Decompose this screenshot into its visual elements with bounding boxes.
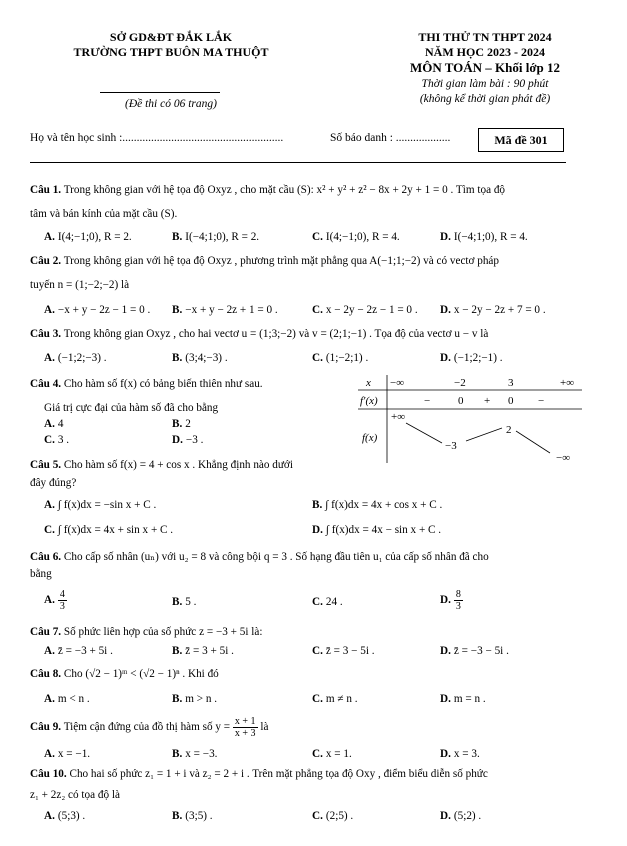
option-text: m > n . bbox=[185, 693, 218, 705]
f-value: +∞ bbox=[391, 411, 406, 423]
option-text: (1;−2;1) . bbox=[325, 352, 369, 364]
question-1-cont bbox=[30, 207, 605, 222]
f-header: f(x) bbox=[362, 432, 378, 444]
option-letter: D. bbox=[312, 524, 323, 536]
option-text: z̄ = 3 + 5i . bbox=[185, 645, 234, 657]
option-letter: A. bbox=[44, 748, 55, 760]
arrow-down bbox=[516, 431, 550, 453]
q3-option-d[interactable] bbox=[440, 352, 503, 364]
q2-option-b[interactable] bbox=[172, 304, 278, 316]
q8-option-a[interactable] bbox=[44, 693, 90, 705]
q2-option-a[interactable] bbox=[44, 304, 150, 316]
q7-option-c[interactable] bbox=[312, 645, 375, 657]
question-6-cont bbox=[30, 567, 605, 582]
option-text: (5;2) . bbox=[453, 810, 482, 822]
q1-option-b[interactable] bbox=[172, 231, 259, 243]
q6-option-a[interactable] bbox=[44, 589, 67, 612]
exam-code: Mã đề 301 bbox=[494, 133, 548, 147]
question-text: tâm và bán kính của mặt cầu (S). bbox=[30, 208, 178, 220]
question-label: Câu 2. bbox=[30, 255, 62, 267]
sign: − bbox=[424, 395, 431, 407]
q2-option-c[interactable] bbox=[312, 304, 418, 316]
denominator: 3 bbox=[59, 601, 65, 612]
option-letter: C. bbox=[312, 596, 323, 608]
question-text: Giá trị cực đại của hàm số đã cho bằng bbox=[44, 402, 219, 414]
q8-option-d[interactable] bbox=[440, 693, 486, 705]
option-letter: A. bbox=[44, 693, 55, 705]
x-header: x bbox=[366, 377, 371, 389]
numerator: x + 1 bbox=[234, 716, 256, 727]
option-text: ∫ f(x)dx = 4x + sin x + C . bbox=[57, 524, 174, 536]
option-text: m ≠ n . bbox=[325, 693, 358, 705]
x-value: +∞ bbox=[560, 377, 575, 389]
option-text: (−1;2;−3) . bbox=[57, 352, 107, 364]
option-text: ∫ f(x)dx = 4x − sin x + C . bbox=[325, 524, 442, 536]
time-note: (không kể thời gian phát đề) bbox=[419, 93, 551, 105]
department-name: SỞ GD&ĐT ĐẮK LẮK bbox=[109, 30, 233, 44]
question-10-cont bbox=[30, 788, 605, 803]
question-label: Câu 4. bbox=[30, 378, 62, 390]
question-text: Số phức liên hợp của số phức z = −3 + 5i là: bbox=[63, 626, 263, 638]
question-4 bbox=[30, 377, 350, 392]
sign: 0 bbox=[508, 395, 514, 407]
q3-option-c[interactable] bbox=[312, 352, 368, 364]
option-letter: D. bbox=[440, 594, 451, 607]
info-divider bbox=[30, 162, 566, 163]
option-letter: A. bbox=[44, 418, 55, 430]
question-text: Trong không gian Oxyz , cho hai vectơ u = (1;3;−2) và v = (2;1;−1) . Tọa độ của vectơ u − v là bbox=[63, 328, 489, 340]
arrow-up bbox=[466, 428, 502, 441]
option-letter: A. bbox=[44, 304, 55, 316]
option-letter: B. bbox=[172, 810, 183, 822]
q5-option-d[interactable] bbox=[312, 524, 441, 536]
numerator: 8 bbox=[455, 589, 461, 600]
q9-option-a[interactable] bbox=[44, 748, 90, 760]
question-text: Trong không gian với hệ tọa độ Oxyz , phương trình mặt phẳng qua A(−1;1;−2) và có vectơ pháp bbox=[63, 255, 499, 267]
page-count: (Đề thi có 06 trang) bbox=[125, 98, 217, 110]
header-divider bbox=[100, 92, 220, 93]
option-text: 5 . bbox=[185, 596, 197, 608]
q6-option-d[interactable] bbox=[440, 589, 463, 612]
option-text: z̄ = −3 + 5i . bbox=[57, 645, 113, 657]
question-5 bbox=[30, 458, 350, 473]
q4-option-c[interactable] bbox=[44, 434, 69, 446]
student-id-label: Số báo danh : ................... bbox=[330, 132, 451, 144]
q4-option-b[interactable] bbox=[172, 418, 191, 430]
option-letter: D. bbox=[440, 645, 451, 657]
q3-option-b[interactable] bbox=[172, 352, 228, 364]
option-letter: B. bbox=[172, 304, 183, 316]
q4-option-d[interactable] bbox=[172, 434, 203, 446]
option-text: ∫ f(x)dx = 4x + cos x + C . bbox=[325, 499, 443, 511]
q4-option-a[interactable] bbox=[44, 418, 63, 430]
question-text: là bbox=[260, 721, 269, 734]
denominator: 3 bbox=[455, 601, 461, 612]
fraction bbox=[454, 589, 463, 612]
option-letter: C. bbox=[312, 352, 323, 364]
option-text: 3 . bbox=[57, 434, 70, 446]
question-text: tuyến n = (1;−2;−2) là bbox=[30, 279, 130, 291]
question-label: Câu 7. bbox=[30, 626, 62, 638]
question-label: Câu 9. bbox=[30, 721, 62, 734]
option-letter: B. bbox=[172, 418, 183, 430]
option-text: m < n . bbox=[57, 693, 90, 705]
fraction bbox=[58, 589, 67, 612]
q6-option-b[interactable] bbox=[172, 596, 196, 608]
exam-time: Thời gian làm bài : 90 phút bbox=[421, 78, 549, 90]
question-9 bbox=[30, 716, 605, 739]
option-letter: B. bbox=[172, 231, 183, 243]
question-text: Tiệm cận đứng của đồ thị hàm số y = bbox=[63, 721, 231, 734]
option-text: x − 2y − 2z − 1 = 0 . bbox=[325, 304, 418, 316]
q6-option-c[interactable] bbox=[312, 596, 343, 608]
x-value: 3 bbox=[508, 377, 514, 389]
question-8 bbox=[30, 667, 605, 682]
option-text: −x + y − 2z − 1 = 0 . bbox=[57, 304, 151, 316]
option-letter: D. bbox=[440, 231, 451, 243]
option-letter: C. bbox=[312, 645, 323, 657]
q10-option-a[interactable] bbox=[44, 810, 85, 822]
q7-option-a[interactable] bbox=[44, 645, 113, 657]
q1-option-d[interactable] bbox=[440, 231, 528, 243]
school-year: NĂM HỌC 2023 - 2024 bbox=[425, 45, 545, 59]
option-letter: C. bbox=[44, 434, 55, 446]
option-text: 2 bbox=[185, 418, 191, 430]
x-value: −2 bbox=[454, 377, 466, 389]
option-text: I(4;−1;0), R = 2. bbox=[57, 231, 132, 243]
question-text: Cho hai số phức z₁ = 1 + i và z₂ = 2 + i . Trên mặt phẳng tọa độ Oxy , điểm biểu diễn số phức bbox=[69, 768, 488, 780]
option-letter: A. bbox=[44, 231, 55, 243]
option-letter: A. bbox=[44, 499, 55, 511]
option-letter: A. bbox=[44, 352, 55, 364]
option-text: m = n . bbox=[453, 693, 486, 705]
question-label: Câu 3. bbox=[30, 328, 62, 340]
option-letter: C. bbox=[312, 693, 323, 705]
subject: MÔN TOÁN – Khối lớp 12 bbox=[409, 60, 561, 75]
option-text: I(4;−1;0), R = 4. bbox=[325, 231, 400, 243]
option-text: x = −3. bbox=[185, 748, 218, 760]
option-text: (2;5) . bbox=[325, 810, 354, 822]
option-text: 4 bbox=[57, 418, 64, 430]
q5-option-b[interactable] bbox=[312, 499, 442, 511]
question-label: Câu 5. bbox=[30, 459, 62, 471]
q1-option-c[interactable] bbox=[312, 231, 400, 243]
q5-option-c[interactable] bbox=[44, 524, 173, 536]
numerator: 4 bbox=[59, 589, 65, 600]
option-text: I(−4;1;0), R = 4. bbox=[453, 231, 528, 243]
option-text: x − 2y − 2z + 7 = 0 . bbox=[453, 304, 546, 316]
f-value: −3 bbox=[445, 440, 457, 452]
question-10 bbox=[30, 767, 605, 782]
denominator: x + 3 bbox=[234, 728, 256, 739]
q5-option-a[interactable] bbox=[44, 499, 156, 511]
option-text: x = −1. bbox=[57, 748, 91, 760]
q7-option-b[interactable] bbox=[172, 645, 234, 657]
option-letter: D. bbox=[172, 434, 183, 446]
option-letter: D. bbox=[440, 748, 451, 760]
fraction bbox=[233, 716, 258, 739]
option-letter: B. bbox=[172, 645, 183, 657]
question-text: Cho hàm số f(x) có bảng biến thiên như sau. bbox=[63, 378, 263, 390]
option-letter: C. bbox=[312, 231, 323, 243]
option-text: (5;3) . bbox=[57, 810, 86, 822]
arrow-down bbox=[406, 423, 442, 443]
school-name: TRƯỜNG THPT BUÔN MA THUỘT bbox=[73, 45, 269, 59]
option-text: z̄ = −3 − 5i . bbox=[453, 645, 509, 657]
option-letter: D. bbox=[440, 693, 451, 705]
question-label: Câu 1. bbox=[30, 184, 62, 196]
question-label: Câu 8. bbox=[30, 668, 62, 680]
option-text: −x + y − 2z + 1 = 0 . bbox=[185, 304, 278, 316]
option-letter: A. bbox=[44, 810, 55, 822]
q2-option-d[interactable] bbox=[440, 304, 546, 316]
question-2-cont bbox=[30, 278, 605, 293]
question-text: Cho hàm số f(x) = 4 + cos x . Khẳng định nào dưới bbox=[63, 459, 293, 471]
option-text: (−1;2;−1) . bbox=[453, 352, 503, 364]
q9-option-c[interactable] bbox=[312, 748, 352, 760]
variation-table bbox=[350, 373, 596, 465]
q7-option-d[interactable] bbox=[440, 645, 509, 657]
question-3 bbox=[30, 327, 605, 342]
q10-option-b[interactable] bbox=[172, 810, 213, 822]
question-text: bằng bbox=[30, 568, 52, 580]
q8-option-c[interactable] bbox=[312, 693, 358, 705]
question-4-cont bbox=[44, 401, 344, 416]
question-text: Cho cấp số nhân (uₙ) với u₂ = 8 và công bội q = 3 . Số hạng đầu tiên u₁ của cấp số nhân đã cho bbox=[63, 551, 489, 563]
option-letter: B. bbox=[172, 596, 183, 608]
question-7 bbox=[30, 625, 605, 640]
student-name-label: Họ và tên học sinh :........................................................ bbox=[30, 132, 284, 144]
option-letter: B. bbox=[172, 352, 183, 364]
option-letter: B. bbox=[312, 499, 323, 511]
question-6 bbox=[30, 550, 605, 565]
q8-option-b[interactable] bbox=[172, 693, 217, 705]
q3-option-a[interactable] bbox=[44, 352, 107, 364]
exam-title: THI THỬ TN THPT 2024 bbox=[418, 30, 552, 44]
option-text: I(−4;1;0), R = 2. bbox=[185, 231, 260, 243]
q1-option-a[interactable] bbox=[44, 231, 132, 243]
option-letter: D. bbox=[440, 304, 451, 316]
option-letter: D. bbox=[440, 352, 451, 364]
f-value: 2 bbox=[506, 424, 512, 436]
option-letter: A. bbox=[44, 594, 55, 607]
option-text: x = 1. bbox=[325, 748, 352, 760]
option-letter: D. bbox=[440, 810, 451, 822]
option-text: x = 3. bbox=[453, 748, 480, 760]
sign: − bbox=[538, 395, 545, 407]
option-letter: C. bbox=[312, 748, 323, 760]
option-letter: A. bbox=[44, 645, 55, 657]
q10-option-c[interactable] bbox=[312, 810, 353, 822]
question-text: Trong không gian với hệ tọa độ Oxyz , cho mặt cầu (S): x² + y² + z² − 8x + 2y + 1 = 0 . Tìm tọa độ bbox=[63, 184, 506, 196]
question-label: Câu 6. bbox=[30, 551, 62, 563]
option-text: (3;4;−3) . bbox=[185, 352, 228, 364]
sign: + bbox=[484, 395, 491, 407]
question-text: z₁ + 2z₂ có tọa độ là bbox=[30, 789, 120, 801]
sign: 0 bbox=[458, 395, 464, 407]
question-2 bbox=[30, 254, 605, 269]
question-5-cont bbox=[30, 476, 605, 491]
option-text: 24 . bbox=[325, 596, 343, 608]
option-letter: C. bbox=[312, 304, 323, 316]
option-letter: C. bbox=[44, 524, 55, 536]
option-letter: B. bbox=[172, 748, 183, 760]
exam-code-box bbox=[478, 128, 564, 152]
q10-option-d[interactable] bbox=[440, 810, 481, 822]
question-label: Câu 10. bbox=[30, 768, 67, 780]
x-value: −∞ bbox=[390, 377, 405, 389]
option-text: ∫ f(x)dx = −sin x + C . bbox=[57, 499, 157, 511]
option-text: z̄ = 3 − 5i . bbox=[325, 645, 375, 657]
option-text: (3;5) . bbox=[185, 810, 213, 822]
question-text: Cho (√2 − 1)ᵐ < (√2 − 1)ⁿ . Khi đó bbox=[63, 668, 219, 680]
question-text: đây đúng? bbox=[30, 477, 77, 489]
option-text: −3 . bbox=[185, 434, 204, 446]
fprime-header: f′(x) bbox=[360, 395, 378, 407]
f-value: −∞ bbox=[556, 452, 571, 464]
option-letter: B. bbox=[172, 693, 183, 705]
option-letter: C. bbox=[312, 810, 323, 822]
question-1 bbox=[30, 183, 605, 198]
q9-option-b[interactable] bbox=[172, 748, 217, 760]
q9-option-d[interactable] bbox=[440, 748, 480, 760]
